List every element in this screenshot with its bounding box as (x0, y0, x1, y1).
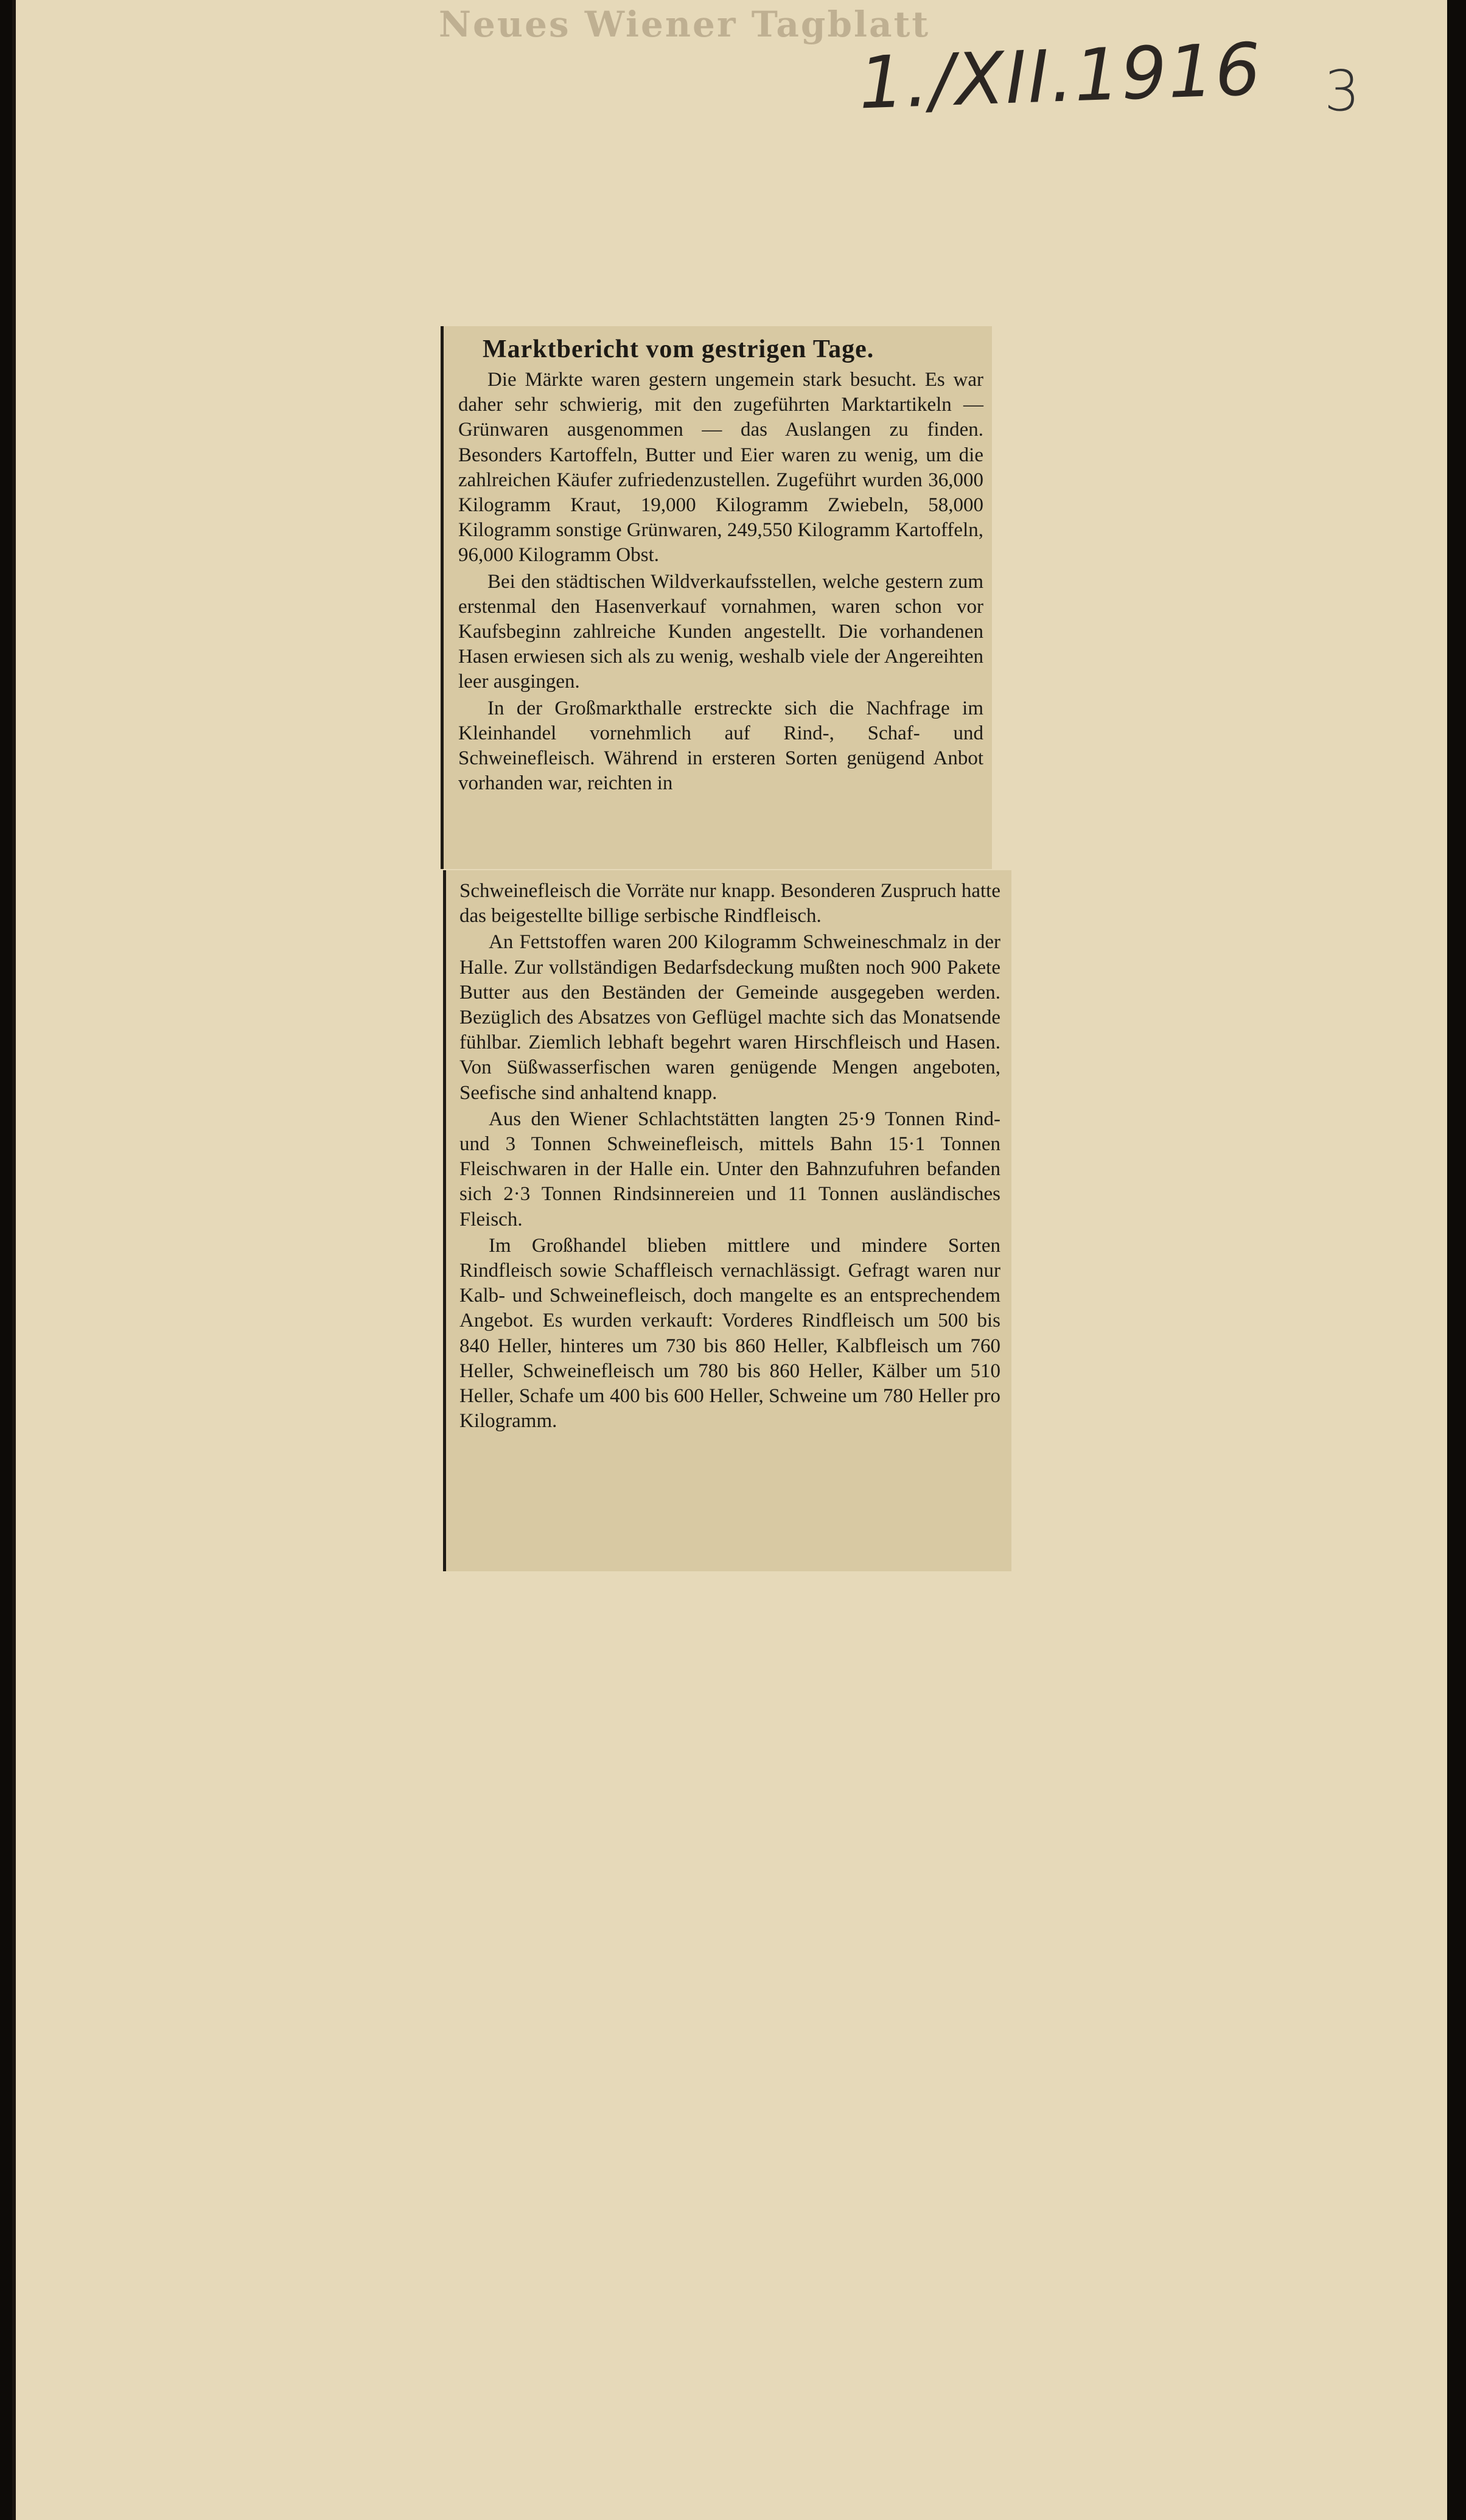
newspaper-stamp: Neues Wiener Tagblatt (439, 4, 930, 45)
handwritten-date: 1./XII.1916 (857, 27, 1263, 125)
article-paragraph: Aus den Wiener Schlachtstätten langten 25·9 Tonnen Rind- und 3 Tonnen Schweinefleisch, mittels Bahn 15·1 Tonnen Fleischwaren in der Halle ein. Unter den Bahnzufuhren befanden sich 2·3 Tonnen Rindsinnereien und 11 Tonnen ausländisches Fleisch. (459, 1108, 1000, 1230)
article-headline: Marktbericht vom gestrigen Tage. (483, 335, 874, 363)
article-paragraph: Schweinefleisch die Vorräte nur knapp. Besonderen Zuspruch hatte das beigestellte billige serbische Rindfleisch. (459, 880, 1000, 927)
page-number: 3 (1324, 58, 1360, 124)
article-paragraph: Bei den städtischen Wildverkaufsstellen, welche gestern zum erstenmal den Hasenverkauf vornahmen, waren schon vor Kaufsbeginn zahlreiche Kunden angestellt. Die vorhandenen Hasen erwiesen sich als zu wenig, weshalb viele der Angereihten leer ausgingen. (458, 570, 983, 693)
archive-sheet (12, 0, 1447, 2520)
newspaper-clipping-part-2 (443, 870, 1011, 1571)
article-paragraph: Im Großhandel blieben mittlere und mindere Sorten Rindfleisch sowie Schaffleisch vernachlässigt. Gefragt waren nur Kalb- und Schweinefleisch, doch mangelte es an entsprechendem Angebot. Es wurden verkauft: Vorderes Rindfleisch um 500 bis 840 Heller, hinteres um 730 bis 860 Heller, Kalbfleisch um 760 Heller, Schweinefleisch um 780 bis 860 Heller, Kälber um 510 Heller, Schafe um 400 bis 600 Heller, Schweine um 780 Heller pro Kilogramm. (459, 1234, 1000, 1433)
article-paragraph: In der Großmarkthalle erstreckte sich die Nachfrage im Kleinhandel vornehmlich auf Rind-, Schaf- und Schweinefleisch. Während in ersteren Sorten genügend Anbot vorhanden war, reichten in (458, 697, 983, 795)
article-paragraph: An Fettstoffen waren 200 Kilogramm Schweineschmalz in der Halle. Zur vollständigen Bedarfsdeckung mußten noch 900 Pakete Butter aus den Beständen der Gemeinde ausgegeben werden. Bezüglich des Absatzes von Geflügel machte sich das Monatsende fühlbar. Ziemlich lebhaft begehrt waren Hirschfleisch und Hasen. Von Süßwasserfischen waren genügende Mengen angeboten, Seefische sind anhaltend knapp. (459, 931, 1000, 1104)
newspaper-clipping-part-1 (441, 326, 992, 869)
article-paragraph: Die Märkte waren gestern ungemein stark besucht. Es war daher sehr schwierig, mit den zugeführten Marktartikeln — Grünwaren ausgenommen — das Auslangen zu finden. Besonders Kartoffeln, Butter und Eier waren zu wenig, um die zahlreichen Käufer zufriedenzustellen. Zugeführt wurden 36,000 Kilogramm Kraut, 19,000 Kilogramm Zwiebeln, 58,000 Kilogramm sonstige Grünwaren, 249,550 Kilogramm Kartoffeln, 96,000 Kilogramm Obst. (458, 369, 983, 567)
